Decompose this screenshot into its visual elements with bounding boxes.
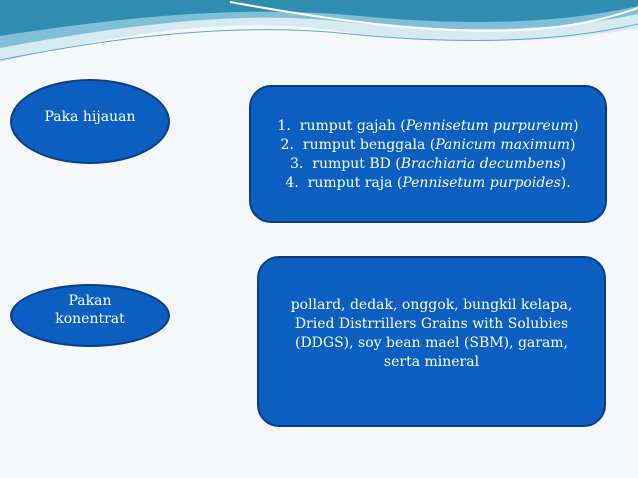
list-item-name: rumput raja ( (307, 175, 403, 191)
list-item-name: rumput BD ( (312, 156, 401, 172)
list-item-latin: Panicum maximum (435, 137, 570, 153)
category-oval-forage (10, 79, 170, 164)
concentrate-box (257, 256, 606, 427)
concentrate-text-line1: pollard, dedak, onggok, bungkil kelapa, (290, 297, 573, 313)
list-number: 3. (289, 156, 304, 172)
list-item-latin: Pennisetum purpoides (402, 175, 561, 191)
category-oval-concentrate (10, 284, 170, 347)
list-item-latin: Brachiaria decumbens (400, 156, 561, 172)
list-number: 1. (277, 118, 291, 134)
list-item-end: ) (573, 118, 579, 134)
list-item-name: rumput benggala ( (302, 137, 436, 153)
concentrate-text-line4: serta mineral (383, 354, 480, 370)
concentrate-text-line3: (DDGS), soy bean mael (SBM), garam, (294, 335, 569, 351)
header-wave-decoration (0, 0, 638, 80)
list-item (261, 174, 595, 193)
list-item-end: ) (560, 156, 567, 172)
list-item (261, 155, 595, 174)
concentrate-text-line2: Dried Distrrillers Grains with Solubies (294, 316, 569, 332)
forage-list-box (249, 85, 607, 223)
list-item-latin: Pennisetum purpureum (405, 118, 574, 134)
category-label-forage: Paka hijauan (44, 109, 136, 125)
list-number: 2. (280, 137, 294, 153)
list-item-end: ). (560, 175, 571, 191)
list-item (261, 136, 595, 155)
forage-list (261, 117, 595, 193)
category-label-concentrate-line1: Pakan (68, 293, 112, 309)
list-item-name: rumput gajah ( (299, 118, 406, 134)
category-label-concentrate-line2: konentrat (55, 311, 125, 327)
list-number: 4. (285, 175, 299, 191)
list-item-end: ) (569, 137, 576, 153)
list-item (261, 117, 595, 136)
